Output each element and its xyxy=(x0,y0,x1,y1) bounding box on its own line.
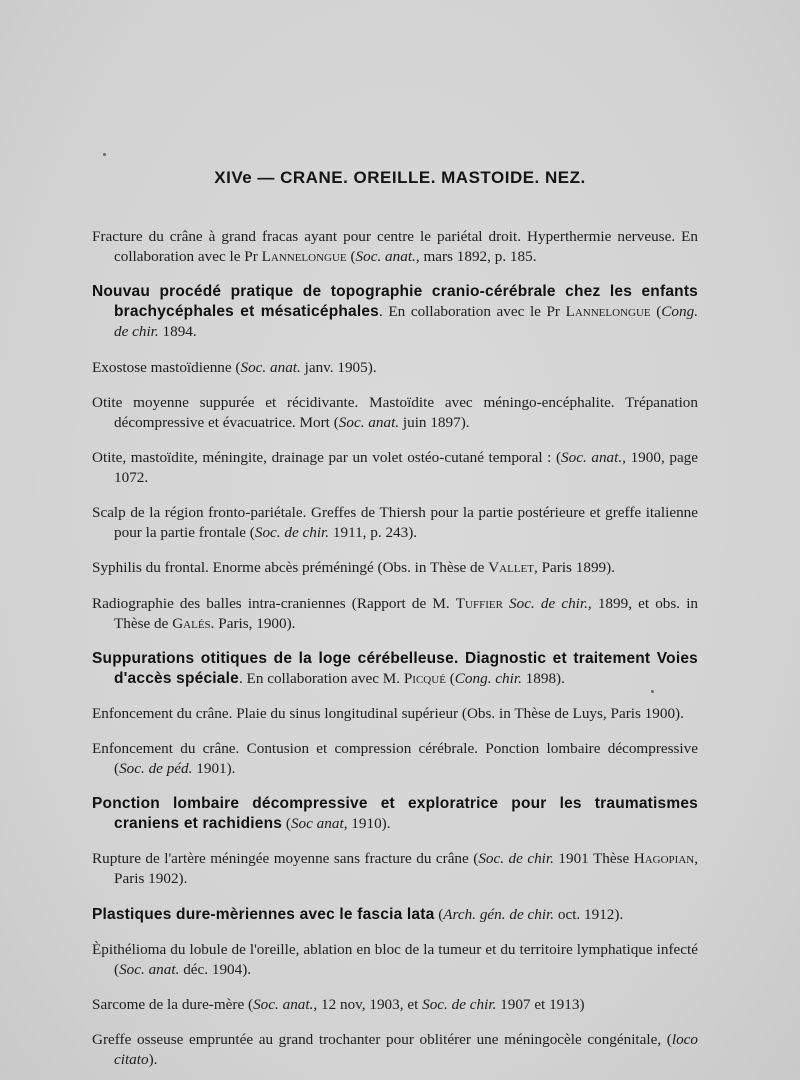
journal-name: Soc. anat., xyxy=(355,248,420,266)
list-item xyxy=(92,940,698,980)
entry-text: , Paris 1899). xyxy=(533,559,615,577)
entry-text: 1894. xyxy=(158,323,197,341)
list-item xyxy=(92,358,698,378)
journal-name: Soc. anat., xyxy=(561,448,626,466)
entry-text: ( xyxy=(445,669,455,687)
entry-text: 1899, et obs. in Thèse de xyxy=(114,594,699,632)
author-name: Lannelongue xyxy=(261,248,347,266)
journal-name: Soc. de péd. xyxy=(119,760,193,778)
entry-text: 1901 Thèse xyxy=(553,850,634,868)
list-item xyxy=(92,995,698,1015)
ink-speck xyxy=(103,153,106,156)
list-item xyxy=(92,503,698,543)
entry-text: Rupture de l'artère méningée moyenne sans fracture du crâne ( xyxy=(92,850,479,868)
list-item xyxy=(92,794,698,834)
bold-title: Nouvau procédé pratique de topographie cranio-cérébrale chez les enfants brachycéphales et mésaticéphales xyxy=(92,283,698,321)
entry-text: . En collaboration avec le Pr xyxy=(379,303,566,321)
entry-text: ( xyxy=(282,815,291,833)
journal-name: Soc. de chir. xyxy=(254,524,330,542)
author-name: Picqué xyxy=(403,669,446,687)
list-item xyxy=(92,1030,698,1070)
entry-text: ). xyxy=(148,1051,158,1069)
entry-text: ( xyxy=(434,905,444,923)
entry-text: Otite, mastoïdite, méningite, drainage par un volet ostéo-cutané temporal : ( xyxy=(92,448,562,466)
list-item xyxy=(92,594,698,634)
journal-name: Cong. chir. xyxy=(454,669,522,687)
entry-text: 1898). xyxy=(521,669,565,687)
list-item xyxy=(92,393,698,433)
bibliography-list xyxy=(92,212,698,1078)
list-item xyxy=(92,649,698,689)
journal-name: Soc. de chir., xyxy=(509,594,592,612)
journal-name: Soc. de chir. xyxy=(478,850,554,868)
author-name: Hagopian xyxy=(633,850,695,868)
list-item xyxy=(92,227,698,267)
journal-name: Soc anat xyxy=(290,815,344,833)
entry-text: Exostose mastoïdienne ( xyxy=(92,358,241,376)
section-heading: XIVe — CRANE. OREILLE. MASTOIDE. NEZ. xyxy=(214,168,586,187)
journal-name: Soc. de chir. xyxy=(422,996,497,1013)
entry-text: Enfoncement du crâne. Plaie du sinus longitudinal supérieur (Obs. in Thèse de Luys, Paris 1900). xyxy=(92,704,684,722)
list-item xyxy=(92,448,698,488)
entry-text: 12 nov, 1903, et xyxy=(317,996,423,1013)
list-item xyxy=(92,558,698,578)
entry-text: . Paris, 1900). xyxy=(210,614,296,632)
entry-text: janv. 1905). xyxy=(300,358,377,376)
entry-text: ( xyxy=(346,248,356,266)
entry-text: juin 1897). xyxy=(399,413,470,431)
bold-title: Ponction lombaire décompressive et exploratrice pour les traumatismes craniens et rachidiens xyxy=(92,795,698,833)
entry-text: . En collaboration avec M. xyxy=(238,669,404,687)
journal-name: Arch. gén. de chir. xyxy=(443,905,555,923)
entry-text: 1911, p. 243). xyxy=(329,524,418,542)
bold-title: Plastiques dure-mèriennes avec le fascia lata xyxy=(92,905,435,923)
journal-name: Soc. anat. xyxy=(338,413,400,431)
entry-text: Enfoncement du crâne. Contusion et compression cérébrale. Ponction lombaire décompressive ( xyxy=(92,740,698,778)
list-item xyxy=(92,704,698,724)
entry-text: 1900, page 1072. xyxy=(114,448,699,486)
journal-name: Soc. anat. xyxy=(119,960,180,978)
ink-speck xyxy=(651,690,654,693)
entry-text: Otite moyenne suppurée et récidivante. Mastoïdite avec méningo-encéphalite. Trépanation décompressive et évacuatrice. Mort ( xyxy=(92,393,698,431)
journal-name: Cong. de chir. xyxy=(114,303,698,341)
entry-text: Radiographie des balles intra-craniennes (Rapport de M. xyxy=(92,594,456,612)
list-item xyxy=(92,282,698,342)
entry-text: , Paris 1902). xyxy=(114,850,698,888)
entry-text: oct. 1912). xyxy=(554,905,624,923)
entry-text: déc. 1904). xyxy=(179,960,252,978)
list-item xyxy=(92,905,698,925)
entry-text: Sarcome de la dure-mère ( xyxy=(92,996,254,1013)
entry-text: Greffe osseuse empruntée au grand trochanter pour oblitérer une méningocèle congénitale, ( xyxy=(92,1031,672,1049)
author-name: Galés xyxy=(172,614,211,632)
entry-text: Fracture du crâne à grand fracas ayant pour centre le pariétal droit. Hyperthermie nerveuse. En collaboration avec le Pr xyxy=(92,228,698,266)
author-name: Tuffier xyxy=(455,594,503,612)
list-item xyxy=(92,739,698,779)
entry-text: 1901). xyxy=(192,760,236,778)
entry-text: mars 1892, p. 185. xyxy=(419,248,537,266)
entry-text: , 1910). xyxy=(343,815,391,833)
bold-title: Suppurations otitiques de la loge cérébelleuse. Diagnostic et traitement Voies d'accès spéciale xyxy=(92,649,698,687)
author-name: Lannelongue xyxy=(565,303,651,321)
entry-text: 1907 et 1913) xyxy=(496,996,585,1013)
list-item xyxy=(92,849,698,889)
entry-text: Èpithélioma du lobule de l'oreille, ablation en bloc de la tumeur et du territoire lymphatique infecté ( xyxy=(92,940,698,978)
entry-text: Syphilis du frontal. Enorme abcès préméningé (Obs. in Thèse de xyxy=(92,559,489,577)
journal-name: Soc. anat., xyxy=(253,996,318,1013)
entry-text: Scalp de la région fronto-pariétale. Greffes de Thiersh pour la partie postérieure et greffe italienne pour la partie frontale ( xyxy=(92,504,698,542)
entry-text: ( xyxy=(650,303,662,321)
journal-name: Soc. anat. xyxy=(240,358,301,376)
journal-name: loco citato xyxy=(114,1031,698,1069)
author-name: Vallet xyxy=(488,559,534,577)
